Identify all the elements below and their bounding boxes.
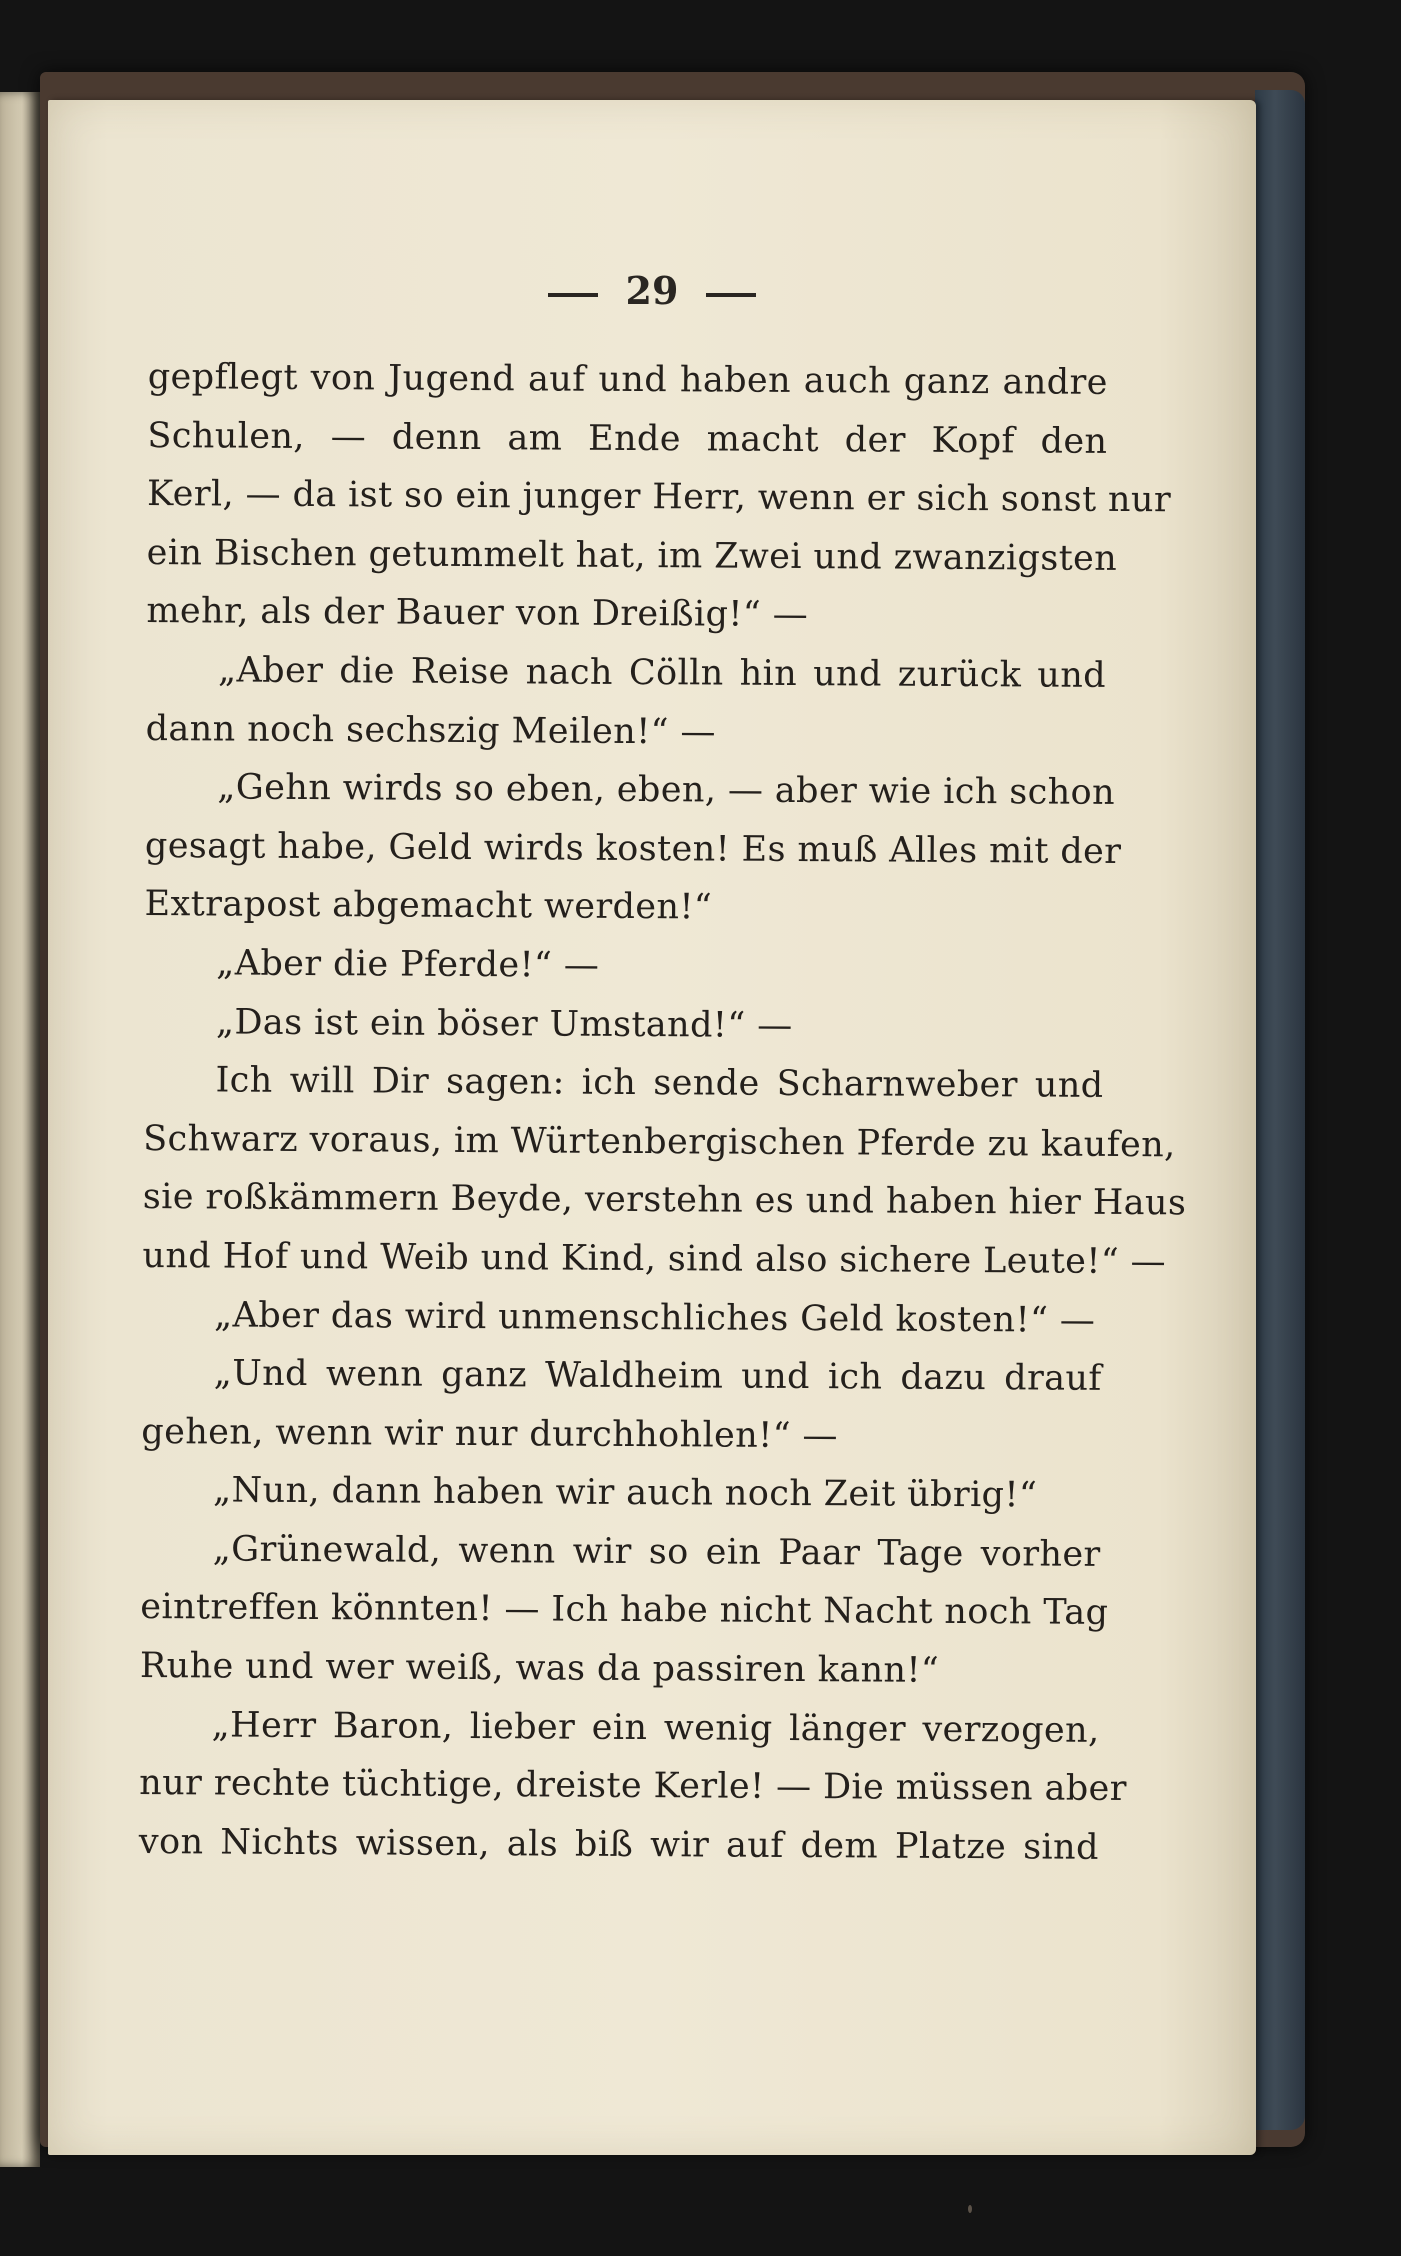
text-line: „Aber die Pferde!“ —: [216, 943, 600, 986]
page-header: [48, 268, 1256, 313]
text-line: „Nun, dann haben wir auch noch Zeit übrig!“: [212, 1470, 1038, 1516]
text-line: gehen, wenn wir nur durchhohlen!“ —: [141, 1411, 838, 1456]
text-line: Extrapost abgemacht werden!“: [144, 884, 713, 928]
text-line: Schulen, — denn am Ende macht der Kopf den: [147, 415, 1108, 462]
header-dash-right: [706, 293, 756, 297]
text-line: „Aber das wird unmenschliches Geld kosten!“ —: [213, 1294, 1096, 1341]
text-line: sie roßkämmern Beyde, verstehn es und haben hier Haus: [142, 1177, 1187, 1224]
text-line: Ruhe und wer weiß, was da passiren kann!“: [139, 1646, 940, 1691]
body-text: [138, 348, 1187, 1877]
text-line: Schwarz voraus, im Würtenbergischen Pferde zu kaufen,: [143, 1118, 1176, 1166]
cover-spine-edge: [1255, 90, 1305, 2130]
text-line: mehr, als der Bauer von Dreißig!“ —: [146, 591, 809, 636]
header-dash-left: [548, 293, 598, 297]
text-line: ein Bischen getummelt hat, im Zwei und zwanzigsten: [146, 532, 1118, 579]
text-line: Ich will Dir sagen: ich sende Scharnweber und: [215, 1060, 1104, 1106]
text-line: dann noch sechszig Meilen!“ —: [145, 708, 716, 753]
text-line: von Nichts wissen, als biß wir auf dem Platze sind: [138, 1821, 1099, 1868]
text-line: „Gehn wirds so eben, eben, — aber wie ich schon: [217, 767, 1116, 814]
page-number: 29: [625, 268, 679, 313]
text-line: und Hof und Weib und Kind, sind also sichere Leute!“ —: [142, 1235, 1167, 1283]
ink-speck: [968, 2205, 972, 2213]
text-line: „Grünewald, wenn wir so ein Paar Tage vorher: [212, 1529, 1101, 1575]
text-line: gepflegt von Jugend auf und haben auch ganz andre: [147, 356, 1108, 403]
text-line: „Aber die Reise nach Cölln hin und zurück und: [217, 650, 1107, 696]
text-line: „Und wenn ganz Waldheim und ich dazu drauf: [213, 1353, 1102, 1399]
text-line: gesagt habe, Geld wirds kosten! Es muß Alles mit der: [144, 825, 1122, 872]
text-line: „Herr Baron, lieber ein wenig länger verzogen,: [211, 1705, 1100, 1751]
text-line: nur rechte tüchtige, dreiste Kerle! — Die müssen aber: [139, 1763, 1127, 1810]
book-page: [48, 100, 1256, 2155]
previous-page-edge: [0, 92, 40, 2167]
text-line: eintreffen könnten! — Ich habe nicht Nacht noch Tag: [140, 1587, 1109, 1634]
text-line: Kerl, — da ist so ein junger Herr, wenn er sich sonst nur: [146, 474, 1172, 521]
text-line: „Das ist ein böser Umstand!“ —: [215, 1001, 793, 1046]
